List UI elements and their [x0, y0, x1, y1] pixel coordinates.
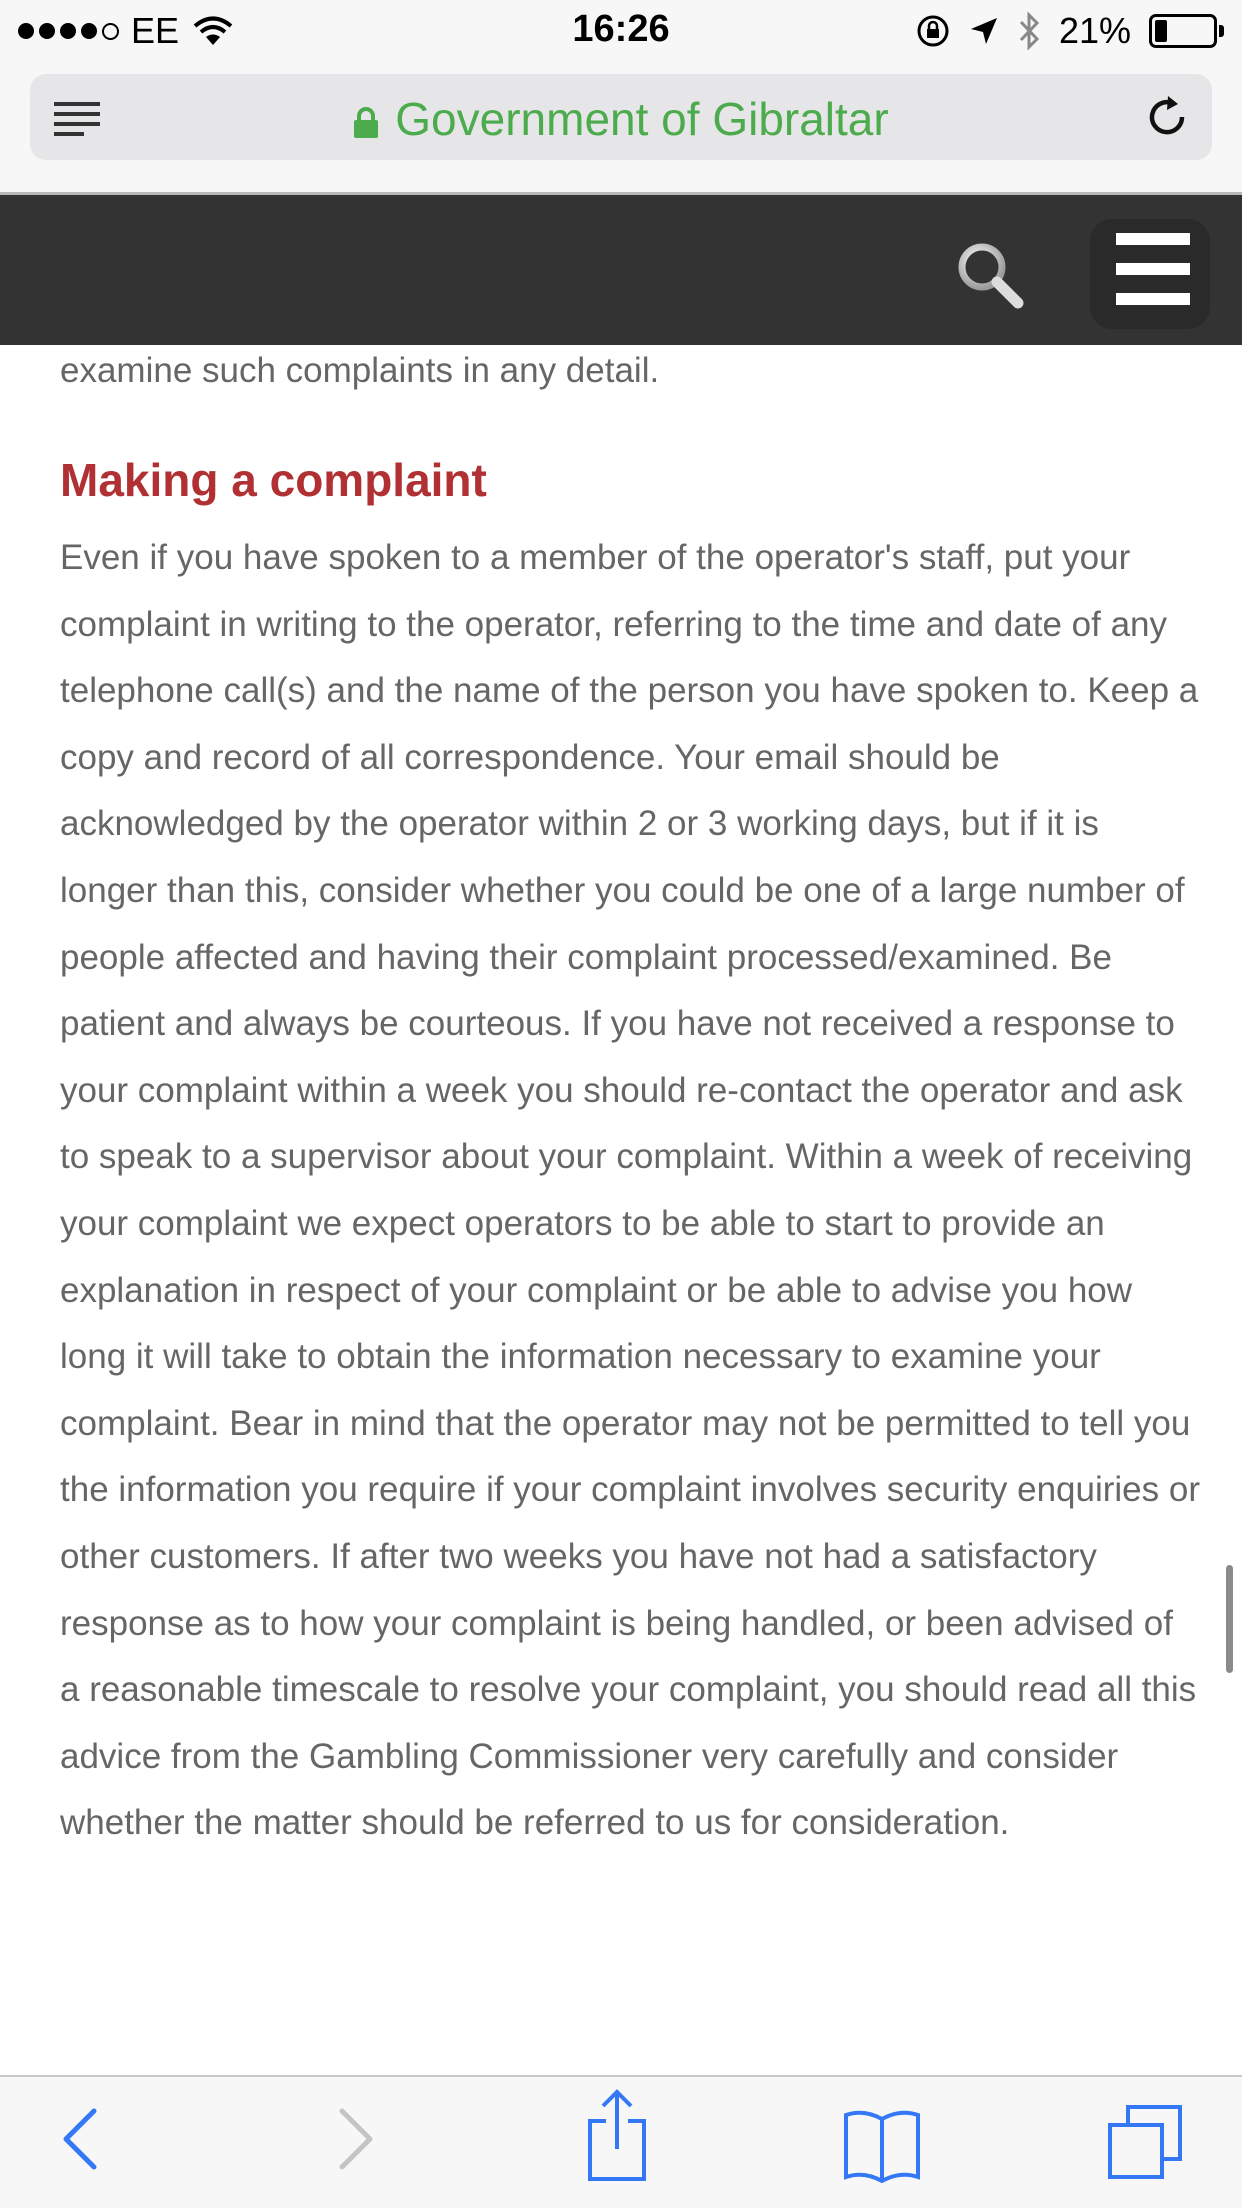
menu-button[interactable] — [1090, 219, 1210, 329]
address-bar[interactable] — [30, 74, 1212, 160]
back-icon[interactable] — [56, 2099, 106, 2179]
reload-icon[interactable] — [1144, 94, 1190, 140]
page-domain-title: Government of Gibraltar — [395, 93, 889, 145]
bookmarks-icon[interactable] — [842, 2107, 922, 2183]
article-content — [60, 345, 1200, 1857]
browser-toolbar — [0, 2075, 1242, 2208]
location-arrow-icon — [969, 16, 999, 46]
share-icon[interactable] — [584, 2087, 650, 2183]
hamburger-menu-icon — [1116, 233, 1190, 323]
clock: 16:26 — [572, 8, 670, 50]
previous-paragraph-end: examine such complaints in any detail. — [60, 351, 660, 390]
scroll-indicator[interactable] — [1226, 1565, 1233, 1673]
status-bar — [0, 0, 1242, 62]
site-header — [0, 195, 1242, 345]
body-paragraph: Even if you have spoken to a member of the operator's staff, put your complaint in writing to the operator, referring to the time and date of any telephone call(s) and the name of the person you have spoken to. Keep a copy and record of all correspondence. Your email should be acknowledged by the operator within 2 or 3 working days, but if it is longer than this, consider whether you could be one of a large number of people affected and having their complaint processed/examined. Be patient and always be courteous. If you have not received a response to your complaint within a week you should re-contact the operator and ask to speak to a supervisor about your complaint. Within a week of receiving your complaint we expect operators to be able to start to provide an explanation in respect of your complaint or be able to advise you how long it will take to obtain the information necessary to examine your complaint. Bear in mind that the operator may not be permitted to tell you the information you require if your complaint involves security enquiries or other customers. If after two weeks you have not had a satisfactory response as to how your complaint is being handled, or been advised of a reasonable timescale to resolve your complaint, you should read all this advice from the Gambling Commissioner very carefully and consider whether the matter should be referred to us for consideration. — [60, 538, 1200, 1843]
forward-icon[interactable] — [330, 2099, 380, 2179]
carrier-name: EE — [131, 10, 180, 51]
search-icon[interactable] — [956, 241, 1024, 309]
browser-address-area — [0, 62, 1242, 195]
section-heading: Making a complaint — [60, 454, 487, 506]
bluetooth-icon — [1017, 11, 1041, 51]
rotation-lock-icon — [915, 13, 951, 49]
lock-icon — [353, 107, 379, 139]
battery-icon — [1149, 14, 1224, 48]
battery-percentage: 21% — [1058, 10, 1131, 51]
tabs-icon[interactable] — [1106, 2103, 1184, 2181]
